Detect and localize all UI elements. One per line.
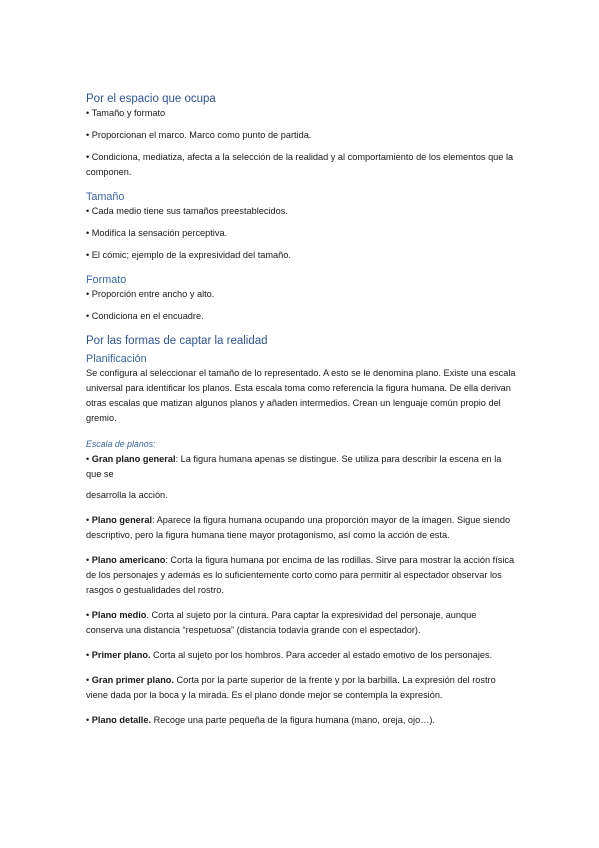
term: Primer plano.: [91, 650, 151, 660]
list-item: • Proporción entre ancho y alto.: [86, 289, 215, 299]
list-item: • El cómic; ejemplo de la expresividad del tamaño.: [86, 250, 291, 260]
subheading-planificacion: Planificación: [86, 353, 147, 365]
caption-escala: Escala de planos:: [86, 439, 156, 449]
list-item: [86, 608, 516, 638]
term: Plano americano: [91, 555, 166, 565]
bullet: •: [86, 650, 92, 660]
list-item: • Condiciona, mediatiza, afecta a la selección de la realidad y al comportamiento de los elementos que la componen.: [86, 152, 514, 177]
description: Corta por la parte superior de la frente y por la barbilla. La expresión del rostro viene dada por la boca y la mirada. Es el plano donde mejor se contempla la expresión.: [86, 675, 496, 700]
description: : La figura humana apenas se distingue. Se utiliza para describir la escena en la que se: [86, 454, 502, 479]
list-item: [86, 553, 516, 598]
list-item: • Modifica la sensación perceptiva.: [86, 228, 228, 238]
term: Gran plano general: [91, 454, 176, 464]
description: : Corta la figura humana por encima de las rodillas. Sirve para mostrar la acción física de los personajes y además es lo suficientemente corto como para permitir al espectador observar los rasgos o gestualidades del rostro.: [86, 555, 515, 595]
list-item: [86, 452, 516, 482]
term: Gran primer plano.: [91, 675, 174, 685]
bullet: •: [86, 715, 92, 725]
term: Plano general: [91, 515, 153, 525]
list-item: [86, 713, 516, 728]
list-item: [86, 648, 516, 663]
document-page: [86, 92, 516, 728]
description: : Aparece la figura humana ocupando una proporción mayor de la imagen. Sigue siendo descriptivo, pero la figura humana tiene mayor protagonismo, así como la acción de esta.: [86, 515, 511, 540]
description: Corta al sujeto por los hombros. Para acceder al estado emotivo de los personajes.: [150, 650, 493, 660]
description: Recoge una parte pequeña de la figura humana (mano, oreja, ojo…).: [151, 715, 435, 725]
section-heading-tamano: Tamaño: [86, 191, 125, 203]
intro-paragraph: Se configura al seleccionar el tamaño de lo representado. A esto se le denomina plano. Existe una escala universal para identificar los planos. Esta escala toma como referencia la figura humana. De ella derivan otras escalas que matizan algunos planos y añaden intermedios. Crean un lenguaje común propio del gremio.: [86, 368, 516, 423]
section-heading-espacio: Por el espacio que ocupa: [86, 93, 216, 105]
list-item: [86, 513, 516, 543]
list-item: • Condiciona en el encuadre.: [86, 311, 204, 321]
section-heading-formato: Formato: [86, 274, 127, 286]
list-item: [86, 673, 516, 703]
term: Plano detalle.: [91, 715, 152, 725]
bullet: •: [86, 675, 92, 685]
list-item: • Tamaño y formato: [86, 108, 166, 118]
list-item: • Proporcionan el marco. Marco como punto de partida.: [86, 130, 312, 140]
term: Plano medio: [91, 610, 147, 620]
list-item: • Cada medio tiene sus tamaños preestablecidos.: [86, 206, 288, 216]
bullet: •: [86, 555, 92, 565]
bullet: •: [86, 454, 92, 464]
bullet: •: [86, 515, 92, 525]
list-item-continuation: desarrolla la acción.: [86, 490, 168, 500]
description: . Corta al sujeto por la cintura. Para captar la expresividad del personaje, aunque conserva una distancia “respetuosa” (distancia todavía grande con el espectador).: [86, 610, 477, 635]
section-heading-formas: Por las formas de captar la realidad: [86, 335, 268, 347]
bullet: •: [86, 610, 92, 620]
